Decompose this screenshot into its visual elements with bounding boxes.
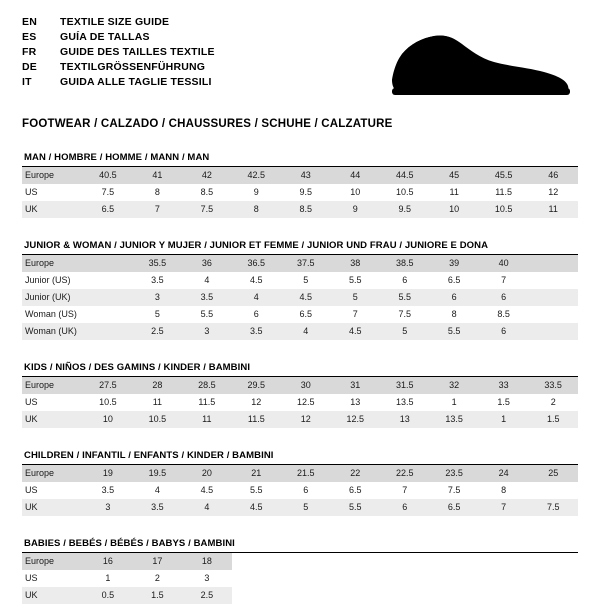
cell — [83, 289, 132, 306]
table-row — [22, 411, 578, 428]
cell: 7.5 — [528, 499, 578, 516]
cell: 19.5 — [133, 465, 182, 482]
language-row — [22, 16, 215, 31]
cell: 9.5 — [380, 201, 429, 218]
cell — [528, 323, 578, 340]
cell: 10.5 — [479, 201, 528, 218]
table-row — [22, 553, 578, 570]
cell: 7.5 — [380, 306, 429, 323]
language-row — [22, 31, 215, 46]
cell: 6 — [429, 289, 478, 306]
cell: 6.5 — [331, 482, 380, 499]
table-row — [22, 465, 578, 482]
cell: 10 — [331, 184, 380, 201]
row-label: Europe — [22, 553, 83, 570]
language-code: EN — [22, 16, 37, 28]
section-title: JUNIOR & WOMAN / JUNIOR Y MUJER / JUNIOR ET FEMME / JUNIOR UND FRAU / JUNIORE E DONA — [22, 240, 578, 255]
language-title-body — [22, 16, 215, 91]
table-row — [22, 201, 578, 218]
cell: 12 — [528, 184, 578, 201]
footwear-category-title: FOOTWEAR / CALZADO / CHAUSSURES / SCHUHE / CALZATURE — [22, 118, 393, 130]
cell: 13 — [380, 411, 429, 428]
table-row — [22, 394, 578, 411]
cell: 5.5 — [380, 289, 429, 306]
cell-empty — [331, 570, 380, 587]
cell: 5 — [133, 306, 182, 323]
row-label: Junior (US) — [22, 272, 83, 289]
cell-empty — [429, 553, 478, 570]
cell: 9 — [232, 184, 281, 201]
size-table-children — [22, 465, 578, 516]
cell: 8 — [479, 482, 528, 499]
table-row — [22, 499, 578, 516]
cell: 11 — [528, 201, 578, 218]
cell: 44 — [331, 167, 380, 184]
size-table-man — [22, 167, 578, 218]
cell-empty — [331, 553, 380, 570]
language-title: GUIDE DES TAILLES TEXTILE — [60, 46, 215, 58]
cell-empty — [429, 570, 478, 587]
size-table-body — [22, 377, 578, 428]
cell: 6 — [479, 289, 528, 306]
cell-empty — [380, 570, 429, 587]
cell-empty — [281, 570, 330, 587]
section-man — [22, 152, 578, 218]
cell: 1 — [105, 573, 111, 583]
cell: 7.5 — [83, 184, 132, 201]
cell: 5 — [331, 289, 380, 306]
cell: 3.5 — [182, 289, 231, 306]
section-junior-woman — [22, 240, 578, 340]
cell: 18 — [182, 553, 231, 570]
cell: 5 — [281, 499, 330, 516]
cell: 7 — [133, 201, 182, 218]
cell: 3 — [83, 499, 132, 516]
cell: 6 — [380, 499, 429, 516]
language-code: DE — [22, 61, 37, 73]
language-row — [22, 61, 215, 76]
size-table-body — [22, 553, 578, 604]
cell: 7.5 — [429, 482, 478, 499]
row-label: US — [22, 394, 83, 411]
table-row — [22, 570, 578, 587]
cell: 11 — [133, 394, 182, 411]
cell: 10 — [83, 411, 132, 428]
row-label: Woman (US) — [22, 306, 83, 323]
cell: 6 — [281, 482, 330, 499]
table-row — [22, 289, 578, 306]
cell: 3.5 — [232, 323, 281, 340]
cell: 43 — [281, 167, 330, 184]
language-code: ES — [22, 31, 37, 43]
cell-empty — [380, 587, 429, 604]
language-code: IT — [22, 76, 32, 88]
cell: 12 — [281, 411, 330, 428]
cell-empty — [479, 587, 528, 604]
cell: 4.5 — [232, 272, 281, 289]
size-table-junior-woman — [22, 255, 578, 340]
cell: 5.5 — [331, 499, 380, 516]
cell: 11 — [429, 184, 478, 201]
row-label: US — [22, 482, 83, 499]
row-label: Europe — [22, 167, 83, 184]
cell: 11.5 — [182, 394, 231, 411]
cell: 10.5 — [83, 394, 132, 411]
cell: 22.5 — [380, 465, 429, 482]
cell: 33 — [479, 377, 528, 394]
section-children — [22, 450, 578, 516]
cell: 37.5 — [281, 255, 330, 272]
cell — [528, 255, 578, 272]
cell: 1 — [429, 394, 478, 411]
dress-shoe-icon — [384, 24, 574, 102]
cell — [528, 306, 578, 323]
language-title: GUIDA ALLE TAGLIE TESSILI — [60, 76, 212, 88]
language-row — [22, 46, 215, 61]
cell: 24 — [479, 465, 528, 482]
cell: 5.5 — [429, 323, 478, 340]
cell: 29.5 — [232, 377, 281, 394]
cell: 1.5 — [133, 587, 182, 604]
row-label: UK — [22, 201, 83, 218]
size-table-babies — [22, 553, 578, 604]
cell: 44.5 — [380, 167, 429, 184]
cell-empty — [281, 587, 330, 604]
cell: 4.5 — [331, 323, 380, 340]
cell: 13 — [331, 394, 380, 411]
table-row — [22, 272, 578, 289]
cell-empty — [528, 570, 578, 587]
size-table-body — [22, 465, 578, 516]
cell: 7 — [479, 499, 528, 516]
size-table-body — [22, 255, 578, 340]
cell: 21.5 — [281, 465, 330, 482]
cell: 6.5 — [281, 306, 330, 323]
language-title: TEXTILE SIZE GUIDE — [60, 16, 170, 28]
cell: 42.5 — [232, 167, 281, 184]
cell: 7 — [380, 482, 429, 499]
cell: 12 — [232, 394, 281, 411]
cell: 8.5 — [479, 306, 528, 323]
cell: 2.5 — [182, 587, 231, 604]
cell: 13.5 — [380, 394, 429, 411]
language-title-list — [22, 16, 215, 91]
cell-empty — [479, 570, 528, 587]
cell: 30 — [281, 377, 330, 394]
cell-empty — [380, 553, 429, 570]
cell: 9 — [331, 201, 380, 218]
table-row — [22, 255, 578, 272]
cell: 16 — [83, 553, 132, 570]
cell — [83, 272, 132, 289]
cell: 0.5 — [83, 587, 132, 604]
size-table-kids — [22, 377, 578, 428]
cell-empty — [528, 553, 578, 570]
cell: 42 — [182, 167, 231, 184]
cell: 25 — [528, 465, 578, 482]
language-code: FR — [22, 46, 37, 58]
table-row — [22, 167, 578, 184]
cell: 4 — [281, 323, 330, 340]
cell: 38.5 — [380, 255, 429, 272]
table-row — [22, 377, 578, 394]
row-label: UK — [22, 411, 83, 428]
cell: 28.5 — [182, 377, 231, 394]
language-title: GUÍA DE TALLAS — [60, 31, 150, 43]
cell: 9.5 — [281, 184, 330, 201]
cell: 3 — [133, 289, 182, 306]
cell: 6 — [380, 272, 429, 289]
row-label: Junior (UK) — [22, 289, 83, 306]
row-label: US — [22, 184, 83, 201]
row-label: UK — [22, 587, 83, 604]
cell: 31 — [331, 377, 380, 394]
table-row — [22, 184, 578, 201]
cell: 4 — [232, 289, 281, 306]
cell: 22 — [331, 465, 380, 482]
row-label: US — [25, 573, 38, 583]
cell-empty — [232, 553, 281, 570]
cell: 36.5 — [232, 255, 281, 272]
cell-empty — [429, 587, 478, 604]
cell: 5.5 — [182, 306, 231, 323]
page-header — [22, 16, 578, 108]
cell: 11 — [182, 411, 231, 428]
cell: 45.5 — [479, 167, 528, 184]
table-row — [22, 482, 578, 499]
section-title: KIDS / NIÑOS / DES GAMINS / KINDER / BAMBINI — [22, 362, 578, 377]
cell: 4 — [133, 482, 182, 499]
cell: 5.5 — [331, 272, 380, 289]
cell: 7 — [479, 272, 528, 289]
cell: 11.5 — [479, 184, 528, 201]
cell-empty — [479, 553, 528, 570]
cell: 12.5 — [331, 411, 380, 428]
cell: 7 — [331, 306, 380, 323]
cell: 23.5 — [429, 465, 478, 482]
cell: 8.5 — [281, 201, 330, 218]
cell: 36 — [182, 255, 231, 272]
section-title: BABIES / BEBÉS / BÉBÉS / BABYS / BAMBINI — [22, 538, 578, 553]
cell: 20 — [182, 465, 231, 482]
cell: 2 — [528, 394, 578, 411]
table-row — [22, 306, 578, 323]
cell: 6.5 — [83, 201, 132, 218]
cell: 2 — [154, 573, 160, 583]
cell — [528, 272, 578, 289]
cell: 5 — [380, 323, 429, 340]
cell: 45 — [429, 167, 478, 184]
cell — [83, 255, 132, 272]
row-label: Woman (UK) — [22, 323, 83, 340]
cell: 4 — [182, 499, 231, 516]
row-label: Europe — [22, 465, 83, 482]
cell: 40 — [479, 255, 528, 272]
language-row — [22, 76, 215, 91]
cell: 6 — [479, 323, 528, 340]
cell — [83, 306, 132, 323]
section-babies — [22, 538, 578, 604]
cell-empty — [528, 587, 578, 604]
cell: 4.5 — [232, 499, 281, 516]
cell: 17 — [133, 553, 182, 570]
cell: 6 — [232, 306, 281, 323]
cell: 3.5 — [83, 482, 132, 499]
cell-empty — [232, 570, 281, 587]
cell: 21 — [232, 465, 281, 482]
row-label: UK — [22, 499, 83, 516]
cell: 10.5 — [380, 184, 429, 201]
cell: 19 — [83, 465, 132, 482]
cell — [83, 323, 132, 340]
table-row — [22, 587, 578, 604]
cell: 4.5 — [182, 482, 231, 499]
cell: 8.5 — [182, 184, 231, 201]
cell: 10 — [429, 201, 478, 218]
cell: 1.5 — [528, 411, 578, 428]
cell: 6.5 — [429, 499, 478, 516]
cell: 6.5 — [429, 272, 478, 289]
cell: 28 — [133, 377, 182, 394]
row-label: Europe — [22, 255, 83, 272]
cell: 32 — [429, 377, 478, 394]
section-title: MAN / HOMBRE / HOMME / MANN / MAN — [22, 152, 578, 167]
cell: 1.5 — [479, 394, 528, 411]
cell — [528, 482, 578, 499]
cell-empty — [281, 553, 330, 570]
table-row — [22, 323, 578, 340]
cell: 4 — [182, 272, 231, 289]
cell: 4.5 — [281, 289, 330, 306]
cell: 10.5 — [133, 411, 182, 428]
cell: 2.5 — [133, 323, 182, 340]
cell-empty — [331, 587, 380, 604]
cell: 41 — [133, 167, 182, 184]
cell: 31.5 — [380, 377, 429, 394]
cell: 11.5 — [232, 411, 281, 428]
cell — [528, 289, 578, 306]
section-kids — [22, 362, 578, 428]
cell: 5.5 — [232, 482, 281, 499]
cell: 5 — [281, 272, 330, 289]
cell: 35.5 — [133, 255, 182, 272]
cell: 8 — [429, 306, 478, 323]
cell: 39 — [429, 255, 478, 272]
cell: 3.5 — [133, 272, 182, 289]
row-label: Europe — [22, 377, 83, 394]
cell: 3 — [204, 573, 210, 583]
cell: 8 — [232, 201, 281, 218]
cell-empty — [232, 587, 281, 604]
cell: 1 — [479, 411, 528, 428]
size-table-body — [22, 167, 578, 218]
cell: 3 — [182, 323, 231, 340]
cell: 46 — [528, 167, 578, 184]
cell: 38 — [331, 255, 380, 272]
cell: 12.5 — [281, 394, 330, 411]
cell: 8 — [133, 184, 182, 201]
cell: 33.5 — [528, 377, 578, 394]
cell: 3.5 — [133, 499, 182, 516]
cell: 40.5 — [83, 167, 132, 184]
section-title: CHILDREN / INFANTIL / ENFANTS / KINDER / BAMBINI — [22, 450, 578, 465]
cell: 13.5 — [429, 411, 478, 428]
language-title: TEXTILGRÖSSENFÜHRUNG — [60, 61, 206, 73]
cell: 7.5 — [182, 201, 231, 218]
cell: 27.5 — [83, 377, 132, 394]
